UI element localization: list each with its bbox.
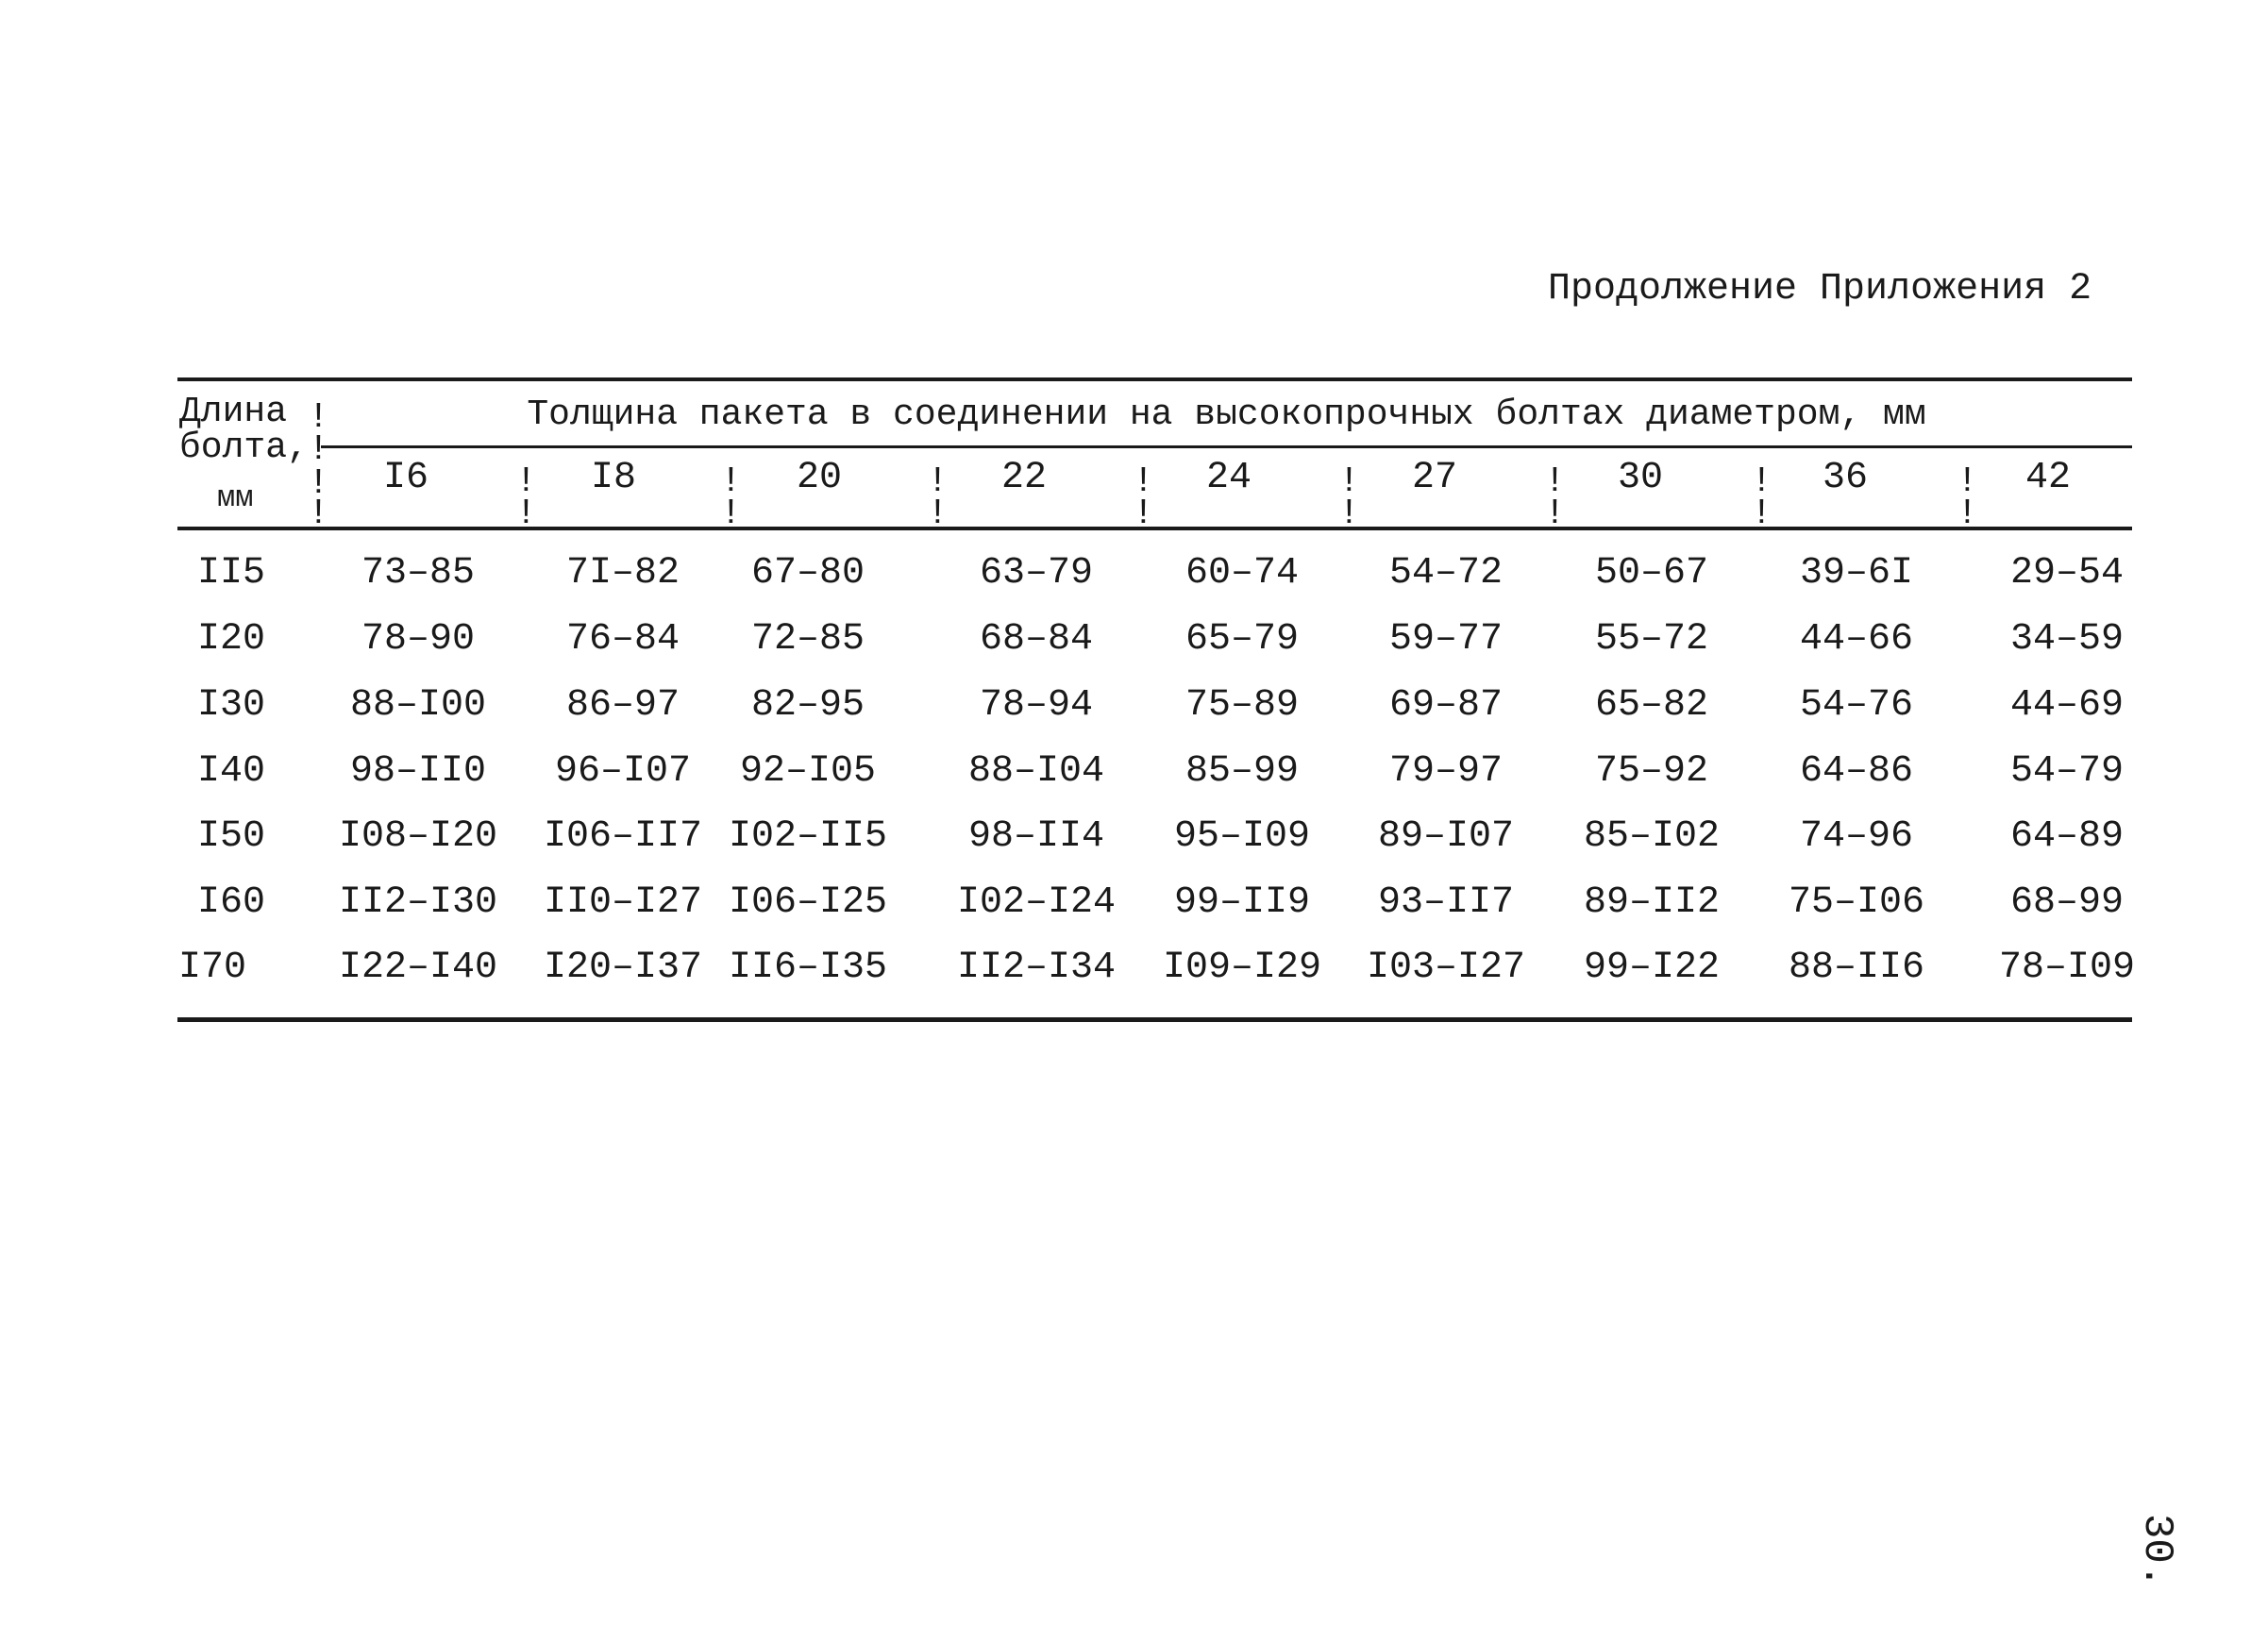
diameter-column-header: 20: [796, 457, 842, 499]
table-cell: I03–I27: [1366, 947, 1526, 989]
header-separator-mark: !: [927, 461, 949, 502]
table-cell: 74–96: [1799, 815, 1914, 858]
column-group-header: Толщина пакета в соединении на высокопрочных болтах диаметром, мм: [527, 394, 1926, 435]
page-caption: Продолжение Приложения 2: [1548, 268, 2092, 310]
table-cell: 65–79: [1184, 618, 1300, 661]
table-cell: 85–99: [1184, 750, 1300, 793]
diameter-column-header: 24: [1205, 457, 1252, 499]
table-cell: II2–I34: [956, 947, 1117, 989]
table-cell: 75–I06: [1788, 881, 1925, 924]
table-cell: 92–I05: [739, 750, 877, 793]
table-cell: 64–86: [1799, 750, 1914, 793]
header-separator-mark: !: [1338, 461, 1360, 502]
diameter-column-header: I8: [590, 457, 636, 499]
table-cell: 75–89: [1184, 684, 1300, 727]
header-separator-mark: !: [927, 494, 949, 534]
header-separator-mark: !: [1751, 494, 1772, 534]
table-cell: 75–92: [1594, 750, 1709, 793]
table-cell: I22–I40: [338, 947, 498, 989]
table-cell: 7I–82: [565, 552, 680, 595]
bolt-length-label: I30: [196, 684, 265, 727]
header-separator-mark: !: [1957, 494, 1978, 534]
table-cell: 79–97: [1388, 750, 1504, 793]
table-cell: I09–I29: [1162, 947, 1322, 989]
bolt-length-label: I40: [196, 750, 265, 793]
diameter-column-header: 36: [1822, 457, 1868, 499]
diameter-column-header: 30: [1617, 457, 1663, 499]
bolt-length-label: II5: [196, 552, 265, 595]
table-cell: 73–85: [361, 552, 476, 595]
header-separator-mark: !: [308, 429, 329, 470]
table-cell: 54–76: [1799, 684, 1914, 727]
header-separator-mark: !: [515, 461, 537, 502]
table-cell: 88–I00: [349, 684, 487, 727]
table-cell: 78–I09: [1998, 947, 2136, 989]
header-separator-mark: !: [1544, 494, 1566, 534]
table-cell: 59–77: [1388, 618, 1504, 661]
diameter-column-header: 27: [1411, 457, 1457, 499]
table-cell: 29–54: [2009, 552, 2125, 595]
table-cell: 88–I04: [967, 750, 1105, 793]
table-top-rule: [177, 377, 2132, 381]
table-cell: 34–59: [2009, 618, 2125, 661]
header-separator-mark: !: [720, 461, 742, 502]
header-separator-mark: !: [308, 397, 329, 438]
table-cell: I02–II5: [728, 815, 888, 858]
table-cell: 98–II0: [349, 750, 487, 793]
header-separator-mark: !: [515, 494, 537, 534]
table-cell: 76–84: [565, 618, 680, 661]
bolt-length-label: I70: [177, 947, 246, 989]
bolt-length-label: I60: [196, 881, 265, 924]
table-cell: I02–I24: [956, 881, 1117, 924]
table-cell: 78–94: [979, 684, 1094, 727]
table-cell: 78–90: [361, 618, 476, 661]
table-cell: 96–I07: [554, 750, 692, 793]
header-separator-mark: !: [1133, 461, 1154, 502]
table-cell: 72–85: [750, 618, 865, 661]
table-cell: 86–97: [565, 684, 680, 727]
header-separator-mark: !: [1133, 494, 1154, 534]
row-header-line2: болта,: [179, 428, 309, 468]
header-separator-mark: !: [720, 494, 742, 534]
bolt-length-label: I50: [196, 815, 265, 858]
table-cell: 64–89: [2009, 815, 2125, 858]
page-number: 30.: [2133, 1514, 2180, 1589]
table-cell: 60–74: [1184, 552, 1300, 595]
table-header-bottom-rule: [177, 527, 2132, 530]
table-cell: 54–79: [2009, 750, 2125, 793]
diameter-column-header: 42: [2024, 457, 2071, 499]
table-cell: 44–69: [2009, 684, 2125, 727]
header-separator-mark: !: [1544, 461, 1566, 502]
table-cell: 69–87: [1388, 684, 1504, 727]
table-cell: II6–I35: [728, 947, 888, 989]
table-cell: I20–I37: [543, 947, 703, 989]
table-cell: 89–II2: [1583, 881, 1721, 924]
table-cell: 95–I09: [1173, 815, 1311, 858]
row-header-line1: Длина: [179, 392, 288, 432]
header-separator-mark: !: [308, 494, 329, 534]
bolt-length-label: I20: [196, 618, 265, 661]
table-cell: II2–I30: [338, 881, 498, 924]
table-cell: 68–84: [979, 618, 1094, 661]
row-header-line3: мм: [217, 480, 254, 515]
table-cell: I06–II7: [543, 815, 703, 858]
table-cell: 89–I07: [1377, 815, 1515, 858]
table-cell: 65–82: [1594, 684, 1709, 727]
table-cell: I06–I25: [728, 881, 888, 924]
table-cell: 44–66: [1799, 618, 1914, 661]
header-separator-mark: !: [308, 463, 329, 504]
table-cell: 50–67: [1594, 552, 1709, 595]
table-cell: 54–72: [1388, 552, 1504, 595]
table-cell: 67–80: [750, 552, 865, 595]
table-cell: II0–I27: [543, 881, 703, 924]
table-cell: 85–I02: [1583, 815, 1721, 858]
table-cell: 63–79: [979, 552, 1094, 595]
table-bottom-rule: [177, 1017, 2132, 1022]
table-cell: 99–I22: [1583, 947, 1721, 989]
table-cell: 88–II6: [1788, 947, 1925, 989]
header-separator-mark: !: [1751, 461, 1772, 502]
table-cell: 68–99: [2009, 881, 2125, 924]
table-cell: 82–95: [750, 684, 865, 727]
diameter-column-header: 22: [1000, 457, 1047, 499]
table-cell: 55–72: [1594, 618, 1709, 661]
table-cell: 93–II7: [1377, 881, 1515, 924]
table-cell: 99–II9: [1173, 881, 1311, 924]
table-cell: 39–6I: [1799, 552, 1914, 595]
table-cell: 98–II4: [967, 815, 1105, 858]
table-cell: I08–I20: [338, 815, 498, 858]
header-separator-mark: !: [1338, 494, 1360, 534]
table-header-divider: [321, 445, 2132, 448]
diameter-column-header: I6: [382, 457, 428, 499]
header-separator-mark: !: [1957, 461, 1978, 502]
